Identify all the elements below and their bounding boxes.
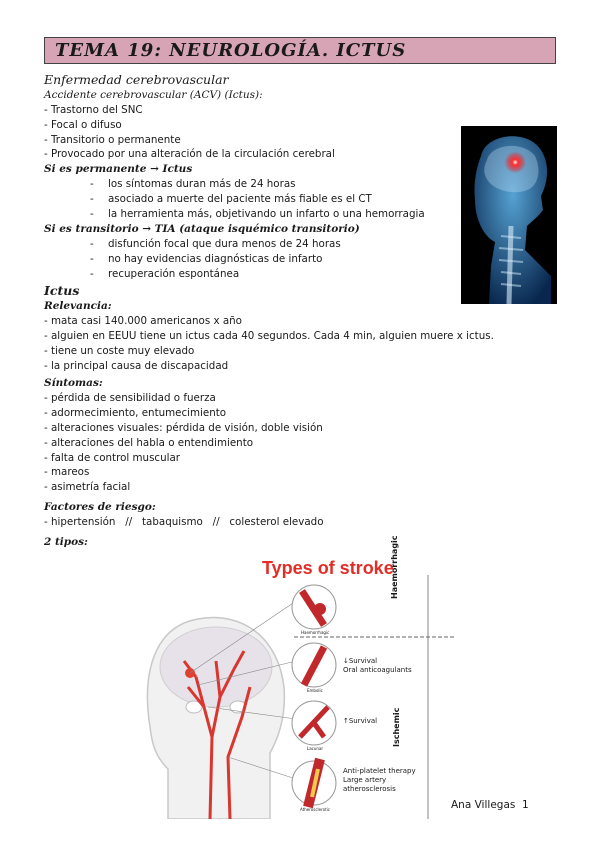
list-item: - alteraciones del habla o entendimiento <box>44 436 254 449</box>
section-heading: Enfermedad cerebrovascular <box>44 72 229 87</box>
list-item: - adormecimiento, entumecimiento <box>44 407 227 420</box>
list-item: - alguien en EEUU tiene un ictus cada 40 segundos. Cada 4 min, alguien muere x ictus. <box>44 329 494 342</box>
transitorio-label: Si es transitorio → TIA (ataque isquémico transitorio) <box>44 223 360 236</box>
subheading: Accidente cerebrovascular (ACV) (Ictus): <box>44 89 263 101</box>
list-item: - disfunción focal que dura menos de 24 horas <box>44 237 544 252</box>
ischemic-label: Ischemic <box>392 707 401 747</box>
list-item: - la principal causa de discapacidad <box>44 359 229 372</box>
list-item: - Provocado por una alteración de la circulación cerebral <box>44 148 335 161</box>
list-item: - falta de control muscular <box>44 451 181 464</box>
list-item: - Focal o difuso <box>44 118 122 131</box>
brain-head-image <box>461 126 557 304</box>
page-footer: Ana Villegas 1 <box>451 799 529 811</box>
list-item: - asimetría facial <box>44 481 131 494</box>
panel4-line1: Anti-platelet therapy <box>343 767 416 775</box>
panel4-text <box>343 767 416 794</box>
list-item: - no hay evidencias diagnósticas de infarto <box>44 252 544 267</box>
relevancia-label: Relevancia: <box>44 300 112 313</box>
page-title: TEMA 19: NEUROLOGÍA. ICTUS <box>44 37 556 64</box>
list-item: - pérdida de sensibilidad o fuerza <box>44 392 216 405</box>
panel4-caption: Atherosclerotic <box>300 807 330 812</box>
list-item: - alteraciones visuales: pérdida de visión, doble visión <box>44 421 323 434</box>
tipos-label: 2 tipos: <box>44 535 88 548</box>
panel3-caption: Lacunar <box>307 746 324 751</box>
panel1-caption: Haemorrhagic <box>301 630 330 635</box>
list-item: - Transitorio o permanente <box>44 133 181 146</box>
list-item: - mata casi 140.000 americanos x año <box>44 315 242 328</box>
panel2-line1: ↓Survival <box>343 657 378 665</box>
list-item: - recuperación espontánea <box>44 267 544 282</box>
section-heading: Ictus <box>44 283 80 299</box>
list-item: - la herramienta más, objetivando un infarto o una hemorragia <box>44 207 544 222</box>
panel2-text <box>343 657 412 675</box>
factores-text: - hipertensión // tabaquismo // colesterol elevado <box>44 515 324 528</box>
list-item: - asociado a muerte del paciente más fiable es el CT <box>44 192 544 207</box>
panel3-text: ↑Survival <box>343 717 378 725</box>
panel4-line3: atherosclerosis <box>343 785 396 793</box>
panel2-caption: Embolic <box>307 688 323 693</box>
list-item: - Trastorno del SNC <box>44 104 143 116</box>
panel4-line2: Large artery <box>343 776 387 784</box>
figure-title: Types of stroke <box>262 558 394 578</box>
panel2-line2: Oral anticoagulants <box>343 666 412 674</box>
list-item: - tiene un coste muy elevado <box>44 344 195 357</box>
permanente-label: Si es permanente → Ictus <box>44 163 193 176</box>
list-item: - mareos <box>44 466 90 479</box>
factores-label: Factores de riesgo: <box>44 500 156 513</box>
sintomas-label: Síntomas: <box>44 377 103 390</box>
haemorrhagic-label: Haemorrhagic <box>390 535 399 599</box>
stroke-types-figure <box>138 535 456 819</box>
list-item: - los síntomas duran más de 24 horas <box>44 177 544 192</box>
